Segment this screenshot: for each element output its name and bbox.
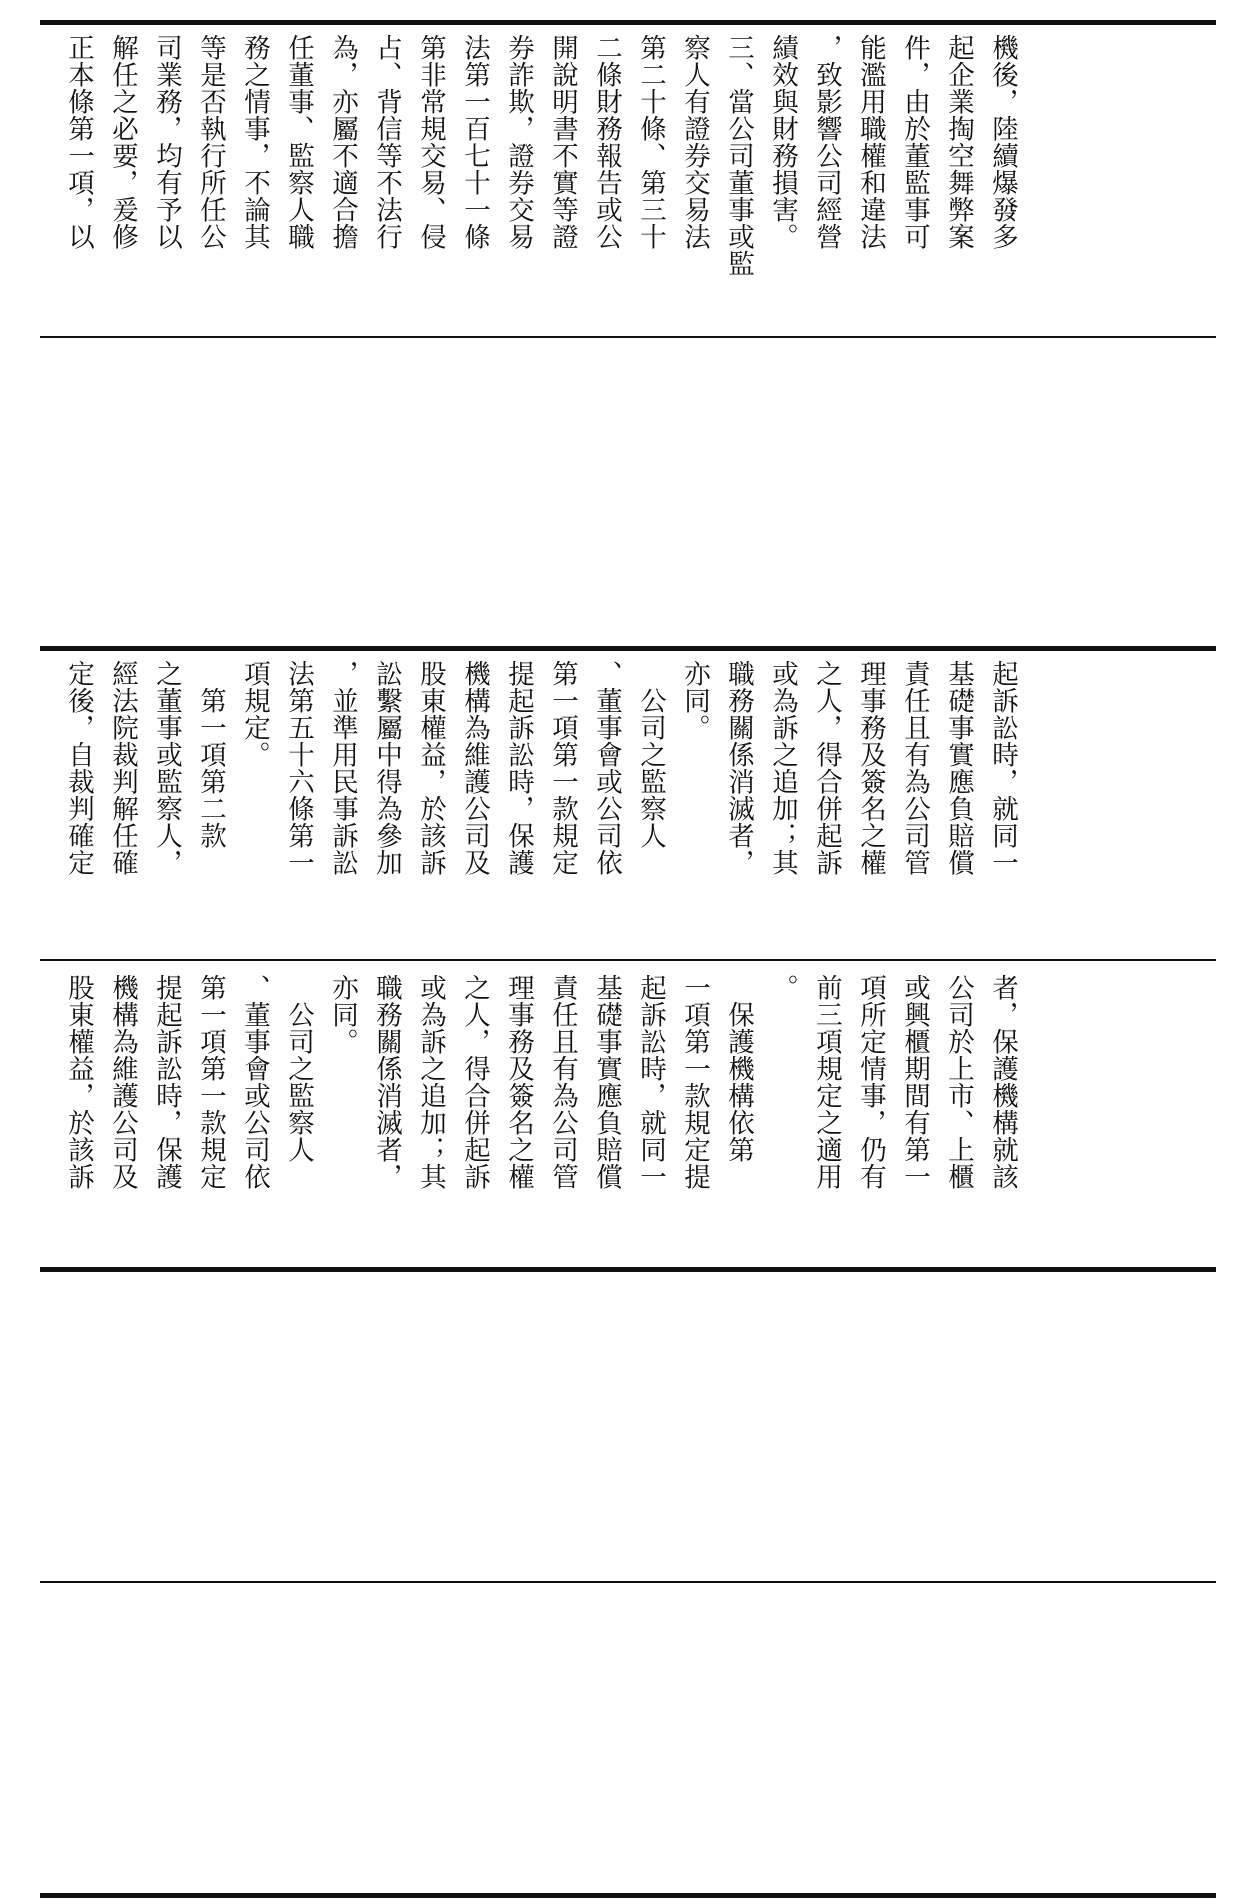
empty-section-1 [40,340,1216,644]
text-column: 責任且有為公司管 [547,974,578,1190]
text-column: 起企業掏空舞弊案 [943,34,974,250]
text-column: 第一項第一款規定 [547,660,578,876]
text-column: 。 [767,974,798,1001]
text-column: 定後，自裁判確定 [63,660,94,876]
top-text [56,34,1024,324]
text-column: 股東權益，於該訴 [415,660,446,876]
text-column: 券詐欺，證券交易 [503,34,534,250]
text-column: 理事務及簽名之權 [855,660,886,876]
section-divider-2 [40,646,1216,651]
text-column: 一項第一款規定提 [679,974,710,1190]
text-column: 正本條第一項，以 [63,34,94,250]
text-column: 起訴訟時，就同一 [987,660,1018,876]
text-column: 公司於上市、上櫃 [943,974,974,1190]
text-column: 第非常規交易、侵 [415,34,446,250]
section-divider-5 [40,1581,1216,1583]
text-column: 機後，陸續爆發多 [987,34,1018,250]
text-column: 職務關係消滅者， [723,660,754,876]
text-column: 亦同。 [327,974,358,1055]
empty-section-3 [40,1585,1216,1891]
text-column: 提起訴訟時，保護 [503,660,534,876]
text-column: 任董事、監察人職 [283,34,314,250]
text-column: 保護機構依第 [723,974,754,1163]
text-column: ，致影響公司經營 [811,34,842,250]
text-column: 機構為維護公司及 [107,974,138,1190]
text-column: 之人，得合併起訴 [459,974,490,1190]
text-column: 之董事或監察人， [151,660,182,876]
text-column: 之人，得合併起訴 [811,660,842,876]
text-column: 為，亦屬不適合擔 [327,34,358,250]
text-column: 件，由於董監事可 [899,34,930,250]
text-column: 前三項規定之適用 [811,974,842,1190]
text-column: 提起訴訟時，保護 [151,974,182,1190]
text-column: 、董事會或公司依 [591,660,622,876]
text-column: 第二十條、第三十 [635,34,666,250]
text-column: 者，保護機構就該 [987,974,1018,1190]
text-column: 占、背信等不法行 [371,34,402,250]
text-column: 開說明書不實等證 [547,34,578,250]
middle-left-text [56,974,1024,1264]
text-column: 三、當公司董事或監 [723,34,754,277]
top-text-block [56,34,1206,324]
text-column: 或為訴之追加；其 [415,974,446,1190]
middle-right-text-block [56,660,1206,950]
text-column: 基礎事實應負賠償 [591,974,622,1190]
text-column: 二條財務報告或公 [591,34,622,250]
text-column: 項規定。 [239,660,270,768]
text-column: 法第五十六條第一 [283,660,314,876]
text-column: 公司之監察人 [635,660,666,849]
text-column: 第一項第二款 [195,660,226,849]
text-column: 機構為維護公司及 [459,660,490,876]
text-column: 、董事會或公司依 [239,974,270,1190]
text-column: 理事務及簽名之權 [503,974,534,1190]
text-column: 股東權益，於該訴 [63,974,94,1190]
bottom-rule [40,1893,1216,1898]
empty-section-2 [40,1271,1216,1579]
section-divider-3 [40,959,1216,961]
text-column: 責任且有為公司管 [899,660,930,876]
middle-left-text-block [56,974,1206,1264]
text-column: 績效與財務損害。 [767,34,798,250]
text-column: 訟繫屬中得為參加 [371,660,402,876]
section-divider-1 [40,336,1216,338]
text-column: 務之情事，不論其 [239,34,270,250]
text-column: 職務關係消滅者， [371,974,402,1190]
text-column: 項所定情事，仍有 [855,974,886,1190]
text-column: 或為訴之追加；其 [767,660,798,876]
text-column: 第一項第一款規定 [195,974,226,1190]
text-column: 經法院裁判解任確 [107,660,138,876]
text-column: 起訴訟時，就同一 [635,974,666,1190]
text-column: 基礎事實應負賠償 [943,660,974,876]
text-column: 能濫用職權和違法 [855,34,886,250]
top-rule [40,20,1216,25]
text-column: 法第一百七十一條 [459,34,490,250]
text-column: 等是否執行所任公 [195,34,226,250]
text-column: 解任之必要，爰修 [107,34,138,250]
text-column: ，並準用民事訴訟 [327,660,358,876]
text-column: 或興櫃期間有第一 [899,974,930,1190]
middle-right-text [56,660,1024,950]
text-column: 司業務，均有予以 [151,34,182,250]
text-column: 公司之監察人 [283,974,314,1163]
text-column: 亦同。 [679,660,710,741]
text-column: 察人有證券交易法 [679,34,710,250]
